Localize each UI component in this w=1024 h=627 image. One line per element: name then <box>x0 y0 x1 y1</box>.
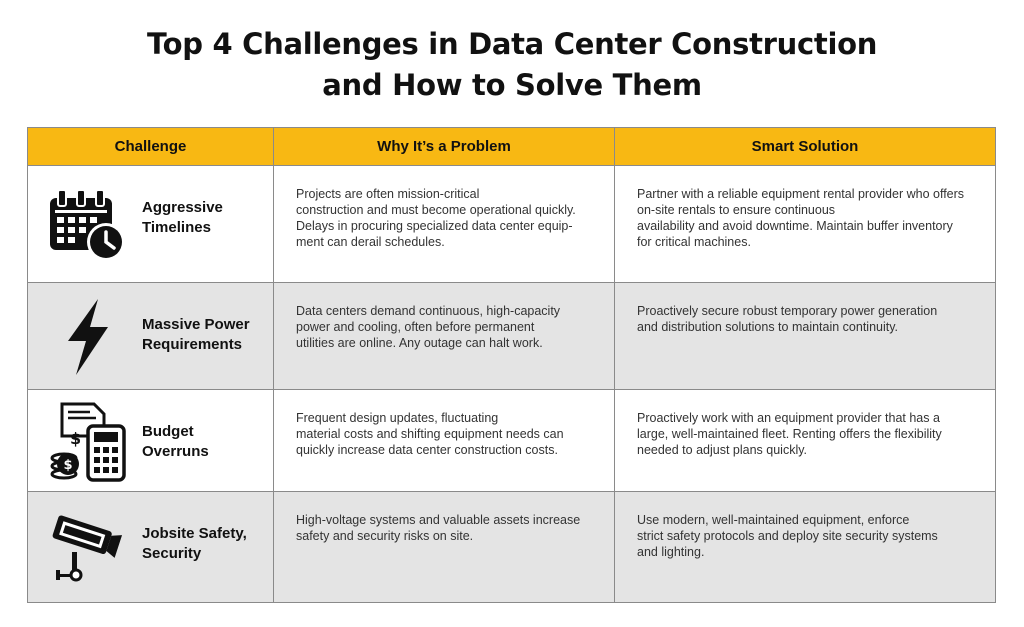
challenge-label: Budget Overruns <box>142 423 209 460</box>
solution-cell <box>615 492 996 603</box>
solution-text: Partner with a reliable equipment rental provider who offers on-site rentals to ensure continuous availability and avoid downtime. Maintain buffer inventory for critical machines. <box>637 187 965 249</box>
problem-cell <box>274 492 615 603</box>
solution-text: Proactively work with an equipment provider that has a large, well-maintained fleet. Renting offers the flexibility needed to adjust plans quickly. <box>637 411 942 457</box>
calendar-clock-icon <box>46 184 130 268</box>
problem-cell <box>274 166 615 283</box>
title-line-1: Top 4 Challenges in Data Center Construction <box>146 27 878 61</box>
column-header-problem: Why It’s a Problem <box>274 128 615 166</box>
problem-text: Projects are often mission-critical construction and must become operational quickly. Delays in procuring specialized data center equip- ment can derail schedules. <box>296 187 576 249</box>
svg-text:$: $ <box>70 429 82 448</box>
challenge-label: Massive Power Requirements <box>142 316 250 353</box>
svg-text:$: $ <box>63 458 73 473</box>
column-header-solution: Smart Solution <box>615 128 996 166</box>
security-camera-icon <box>46 506 130 590</box>
problem-cell <box>274 390 615 492</box>
table-row <box>28 390 996 492</box>
calculator-invoice-icon <box>46 400 130 484</box>
solution-cell <box>615 390 996 492</box>
problem-text: Data centers demand continuous, high-capacity power and cooling, often before permanent utilities are online. Any outage can halt work. <box>296 304 561 350</box>
challenge-cell <box>28 390 274 492</box>
challenges-table <box>27 127 996 603</box>
solution-cell <box>615 283 996 390</box>
table-header-row <box>28 128 996 166</box>
table-row <box>28 166 996 283</box>
challenge-label: Jobsite Safety, Security <box>142 525 247 562</box>
table-row <box>28 492 996 603</box>
challenge-label: Aggressive Timelines <box>142 199 223 236</box>
problem-text: High-voltage systems and valuable assets increase safety and security risks on site. <box>296 513 581 543</box>
challenge-cell <box>28 283 274 390</box>
solution-text: Use modern, well-maintained equipment, enforce strict safety protocols and deploy site security systems and lighting. <box>637 513 938 559</box>
problem-text: Frequent design updates, fluctuating material costs and shifting equipment needs can quickly increase data center construction costs. <box>296 411 564 457</box>
table-row <box>28 283 996 390</box>
solution-cell <box>615 166 996 283</box>
challenge-cell <box>28 166 274 283</box>
page-title <box>0 24 1024 106</box>
title-line-2: and How to Solve Them <box>322 68 702 102</box>
column-header-challenge: Challenge <box>28 128 274 166</box>
solution-text: Proactively secure robust temporary power generation and distribution solutions to maintain continuity. <box>637 304 938 334</box>
challenge-cell <box>28 492 274 603</box>
lightning-bolt-icon <box>46 295 130 379</box>
problem-cell <box>274 283 615 390</box>
